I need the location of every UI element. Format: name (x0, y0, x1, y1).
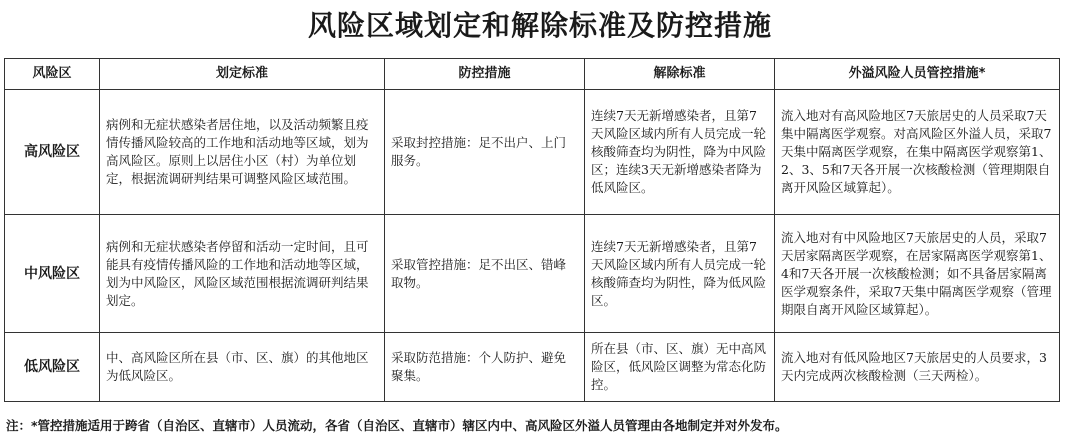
header-criteria: 划定标准 (100, 59, 385, 90)
footnote: 注：*管控措施适用于跨省（自治区、直辖市）人员流动，各省（自治区、直辖市）辖区内中、高风险区外溢人员管理由各地制定并对外发布。 (6, 418, 788, 433)
lift-cell: 所在县（市、区、旗）无中高风险区，低风险区调整为常态化防控。 (585, 333, 775, 402)
header-spillover-control: 外溢风险人员管控措施* (775, 59, 1060, 90)
table-row-low-risk (5, 333, 1060, 402)
criteria-cell: 中、高风险区所在县（市、区、旗）的其他地区为低风险区。 (100, 333, 385, 402)
lift-cell: 连续7天无新增感染者，且第7天风险区域内所有人员完成一轮核酸筛查均为阴性，降为中风险区；连续3天无新增感染者降为低风险区。 (585, 90, 775, 215)
spillover-cell: 流入地对有低风险地区7天旅居史的人员要求，3天内完成两次核酸检测（三天两检）。 (775, 333, 1060, 402)
risk-label: 低风险区 (5, 333, 100, 402)
header-measures: 防控措施 (385, 59, 585, 90)
risk-zone-table (4, 58, 1060, 402)
measures-cell: 采取防范措施：个人防护、避免聚集。 (385, 333, 585, 402)
spillover-cell: 流入地对有中风险地区7天旅居史的人员，采取7天居家隔离医学观察，在居家隔离医学观察第1、4和7天各开展一次核酸检测；如不具备居家隔离医学观察条件，采取7天集中隔离医学观察（管理期限自离开风险区域算起）。 (775, 215, 1060, 333)
criteria-cell: 病例和无症状感染者停留和活动一定时间，且可能具有疫情传播风险的工作地和活动地等区域，划为中风险区，风险区域范围根据流调研判结果划定。 (100, 215, 385, 333)
page-title: 风险区域划定和解除标准及防控措施 (307, 9, 772, 42)
risk-label: 中风险区 (5, 215, 100, 333)
header-lift-criteria: 解除标准 (585, 59, 775, 90)
criteria-cell: 病例和无症状感染者居住地，以及活动频繁且疫情传播风险较高的工作地和活动地等区域，划为高风险区。原则上以居住小区（村）为单位划定，根据流调研判结果可调整风险区域范围。 (100, 90, 385, 215)
lift-cell: 连续7天无新增感染者，且第7天风险区域内所有人员完成一轮核酸筛查均为阴性，降为低风险区。 (585, 215, 775, 333)
measures-cell: 采取管控措施：足不出区、错峰取物。 (385, 215, 585, 333)
table-header-row (5, 59, 1060, 90)
table-row-medium-risk (5, 215, 1060, 333)
table-row-high-risk (5, 90, 1060, 215)
risk-label: 高风险区 (5, 90, 100, 215)
spillover-cell: 流入地对有高风险地区7天旅居史的人员采取7天集中隔离医学观察。对高风险区外溢人员，采取7天集中隔离医学观察，在集中隔离医学观察第1、2、3、5和7天各开展一次核酸检测（管理期限自离开风险区域算起）。 (775, 90, 1060, 215)
measures-cell: 采取封控措施：足不出户、上门服务。 (385, 90, 585, 215)
header-risk-zone: 风险区 (5, 59, 100, 90)
